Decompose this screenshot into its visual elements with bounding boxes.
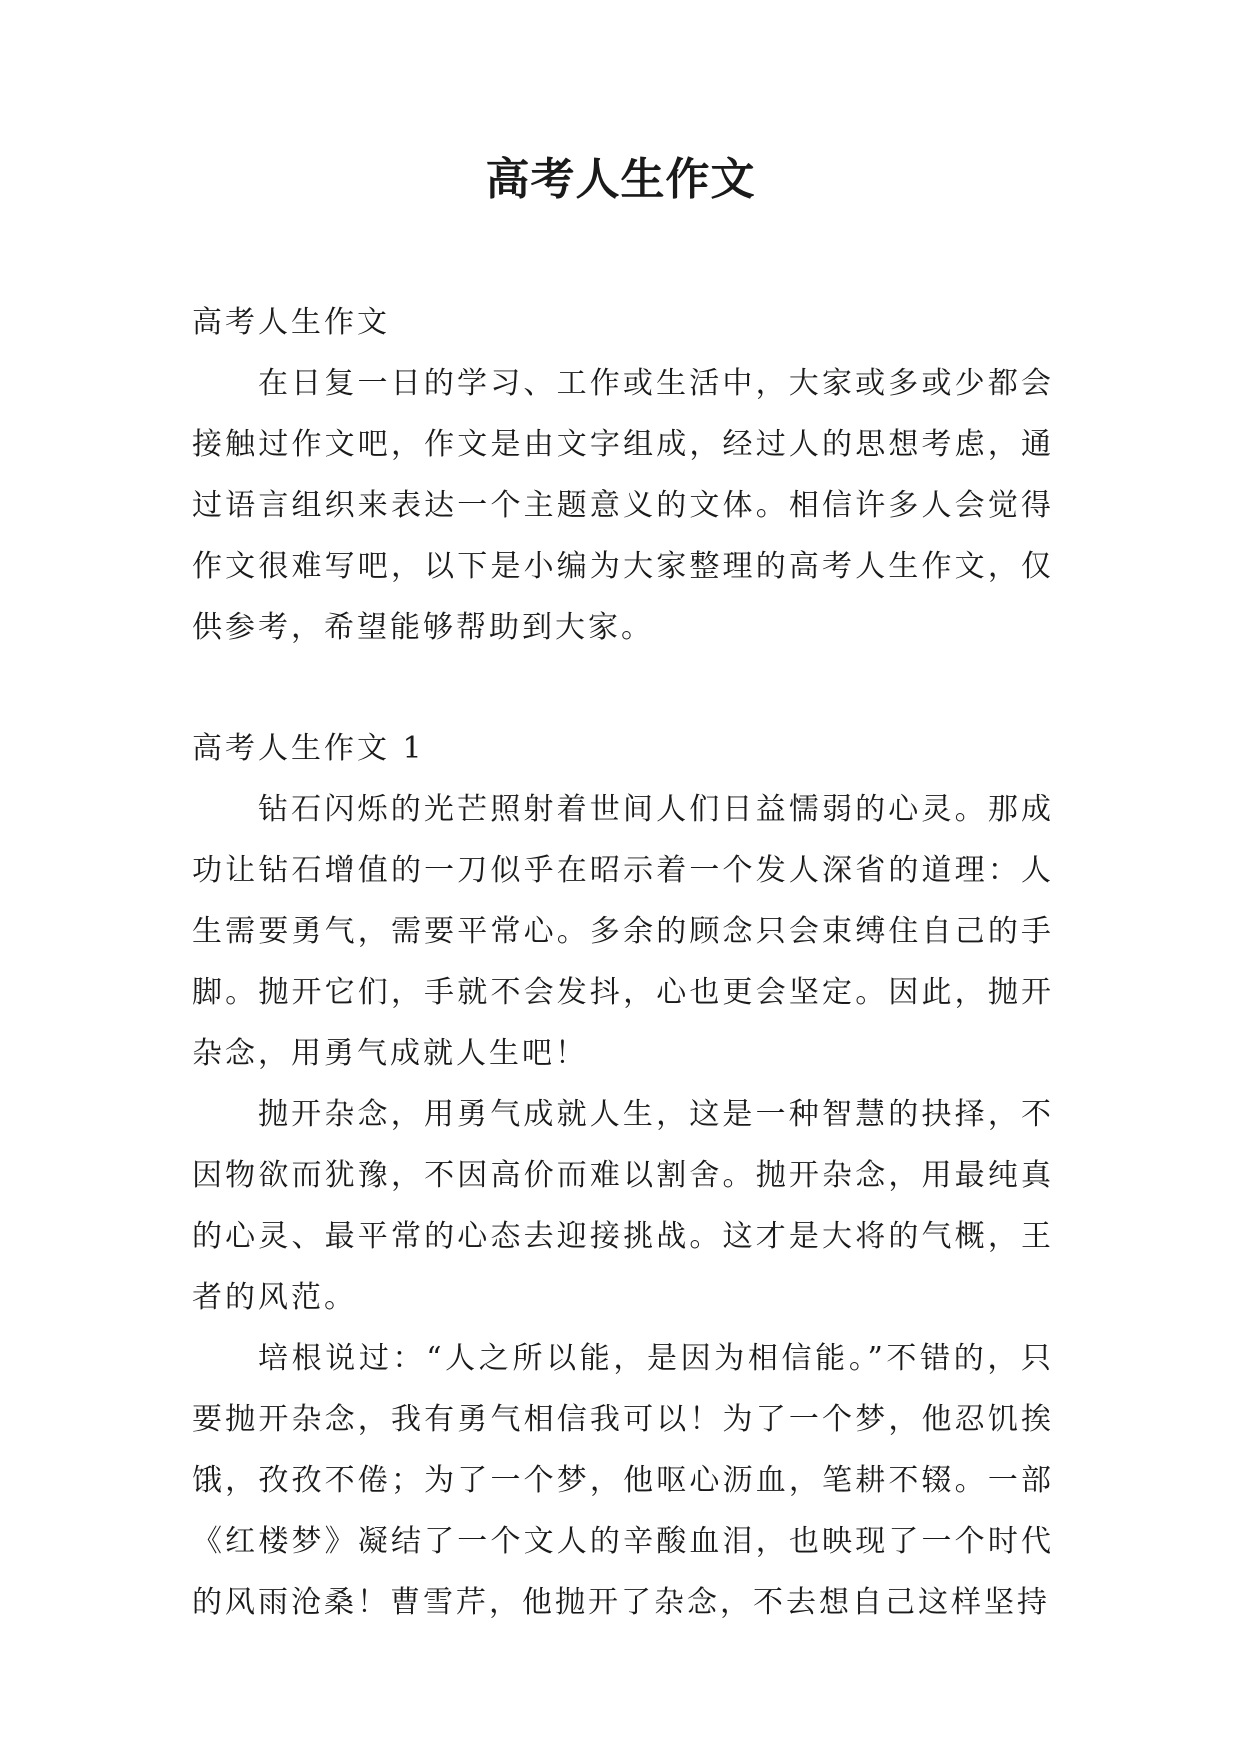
essay-1-paragraph: 培根说过：“人之所以能，是因为相信能。”不错的，只要抛开杂念，我有勇气相信我可以！为了一个梦，他忍饥挨饿，孜孜不倦；为了一个梦，他呕心沥血，笔耕不辍。一部《红楼梦》凝结了一个文人的辛酸血泪，也映现了一个时代的风雨沧桑！曹雪芹，他抛开了杂念，不去想自己这样坚持 xyxy=(192,1341,1054,1620)
essay-1-paragraph: 钻石闪烁的光芒照射着世间人们日益懦弱的心灵。那成功让钻石增值的一刀似乎在昭示着一个发人深省的道理：人生需要勇气，需要平常心。多余的顾念只会束缚住自己的手脚。抛开它们，手就不会发抖，心也更会坚定。因此，抛开杂念，用勇气成就人生吧！ xyxy=(192,792,1054,1071)
intro-heading: 高考人生作文 xyxy=(192,305,390,340)
document-body xyxy=(192,292,1054,1633)
document-title: 高考人生作文 xyxy=(485,154,756,205)
essay-1-heading: 高考人生作文 1 xyxy=(192,731,425,766)
section-spacer xyxy=(192,658,1054,718)
essay-1-paragraph: 抛开杂念，用勇气成就人生，这是一种智慧的抉择，不因物欲而犹豫，不因高价而难以割舍。抛开杂念，用最纯真的心灵、最平常的心态去迎接挑战。这才是大将的气概，王者的风范。 xyxy=(192,1097,1054,1315)
intro-paragraph: 在日复一日的学习、工作或生活中，大家或多或少都会接触过作文吧，作文是由文字组成，经过人的思想考虑，通过语言组织来表达一个主题意义的文体。相信许多人会觉得作文很难写吧，以下是小编为大家整理的高考人生作文，仅供参考，希望能够帮助到大家。 xyxy=(192,366,1054,645)
